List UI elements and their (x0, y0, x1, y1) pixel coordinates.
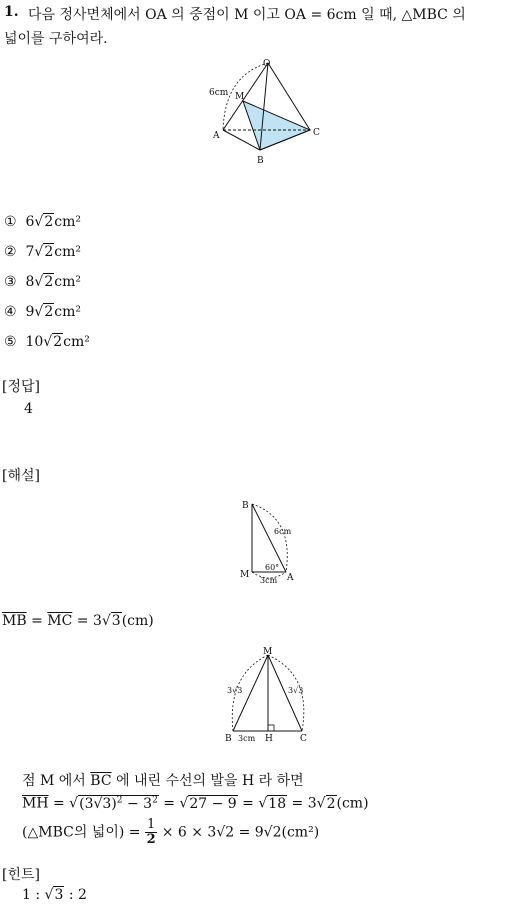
option-3[interactable]: ③ 8√2cm² (4, 274, 81, 290)
fig3-label-left: 3√3 (227, 686, 243, 695)
answer-heading: [정답] (2, 379, 40, 395)
fig3-label-h: H (265, 734, 273, 744)
fig2-label-m: M (240, 570, 250, 580)
explanation-eq1: $\overline{MB} = \overline{MC} = 3√3(cm)$ (2, 613, 154, 629)
explanation-line-2: $\overline{MH} = √(3√3)^2 - 3^2 = √27 - 9 = √18 = 3√2(cm)$ (22, 795, 369, 812)
triangle-mbc-fill (243, 101, 310, 150)
fig3-label-c: C (300, 734, 307, 744)
fig3-label-m: M (263, 647, 273, 657)
hint-heading: [힌트] (2, 867, 40, 883)
fig2-label-6cm: 6cm (274, 527, 292, 536)
option-2[interactable]: ② 7√2cm² (4, 244, 81, 260)
label-a: A (213, 131, 220, 141)
fig2-label-60: 60° (265, 563, 280, 572)
fig2-label-a: A (287, 573, 294, 583)
hint-text: 1 : √3 : 2 (22, 887, 87, 903)
fig2-label-b: B (242, 501, 249, 511)
tetrahedron-figure (205, 55, 335, 170)
label-b: B (257, 156, 264, 166)
question-line-2: 넓이를 구하여라. (4, 31, 108, 47)
option-5[interactable]: ⑤ 10√2cm² (4, 334, 90, 350)
explanation-line-3: (△MBC의 넓이) = $\frac{1}{2}$ × 6 × 3√2 = 9√2(cm²) (22, 817, 320, 847)
answer-value: 4 (24, 401, 33, 417)
label-o: O (263, 59, 271, 69)
question-line-1: 다음 정사면체에서 OA 의 중점이 M 이고 OA = 6cm 일 때, △MBC 의 (28, 7, 466, 23)
explanation-heading: [해설] (2, 468, 40, 484)
fig3-label-right: 3√3 (288, 686, 304, 695)
fig2-label-3cm: 3cm (260, 576, 278, 585)
option-1[interactable]: ① 6√2cm² (4, 214, 81, 230)
label-m: M (235, 92, 245, 102)
isosceles-triangle-figure (222, 645, 318, 745)
fig3-label-b: B (225, 734, 232, 744)
fig3-label-base: 3cm (238, 734, 256, 743)
explanation-line-1: 점 M 에서 $\overline{BC}$ 에 내린 수선의 발을 H 라 하면 (22, 773, 304, 789)
label-6cm: 6cm (209, 88, 229, 98)
option-4[interactable]: ④ 9√2cm² (4, 304, 81, 320)
right-triangle-figure (232, 498, 302, 586)
label-c: C (313, 128, 320, 138)
fraction-half: $\frac{1}{2}$ (146, 817, 156, 847)
question-number: 1. (4, 4, 19, 20)
